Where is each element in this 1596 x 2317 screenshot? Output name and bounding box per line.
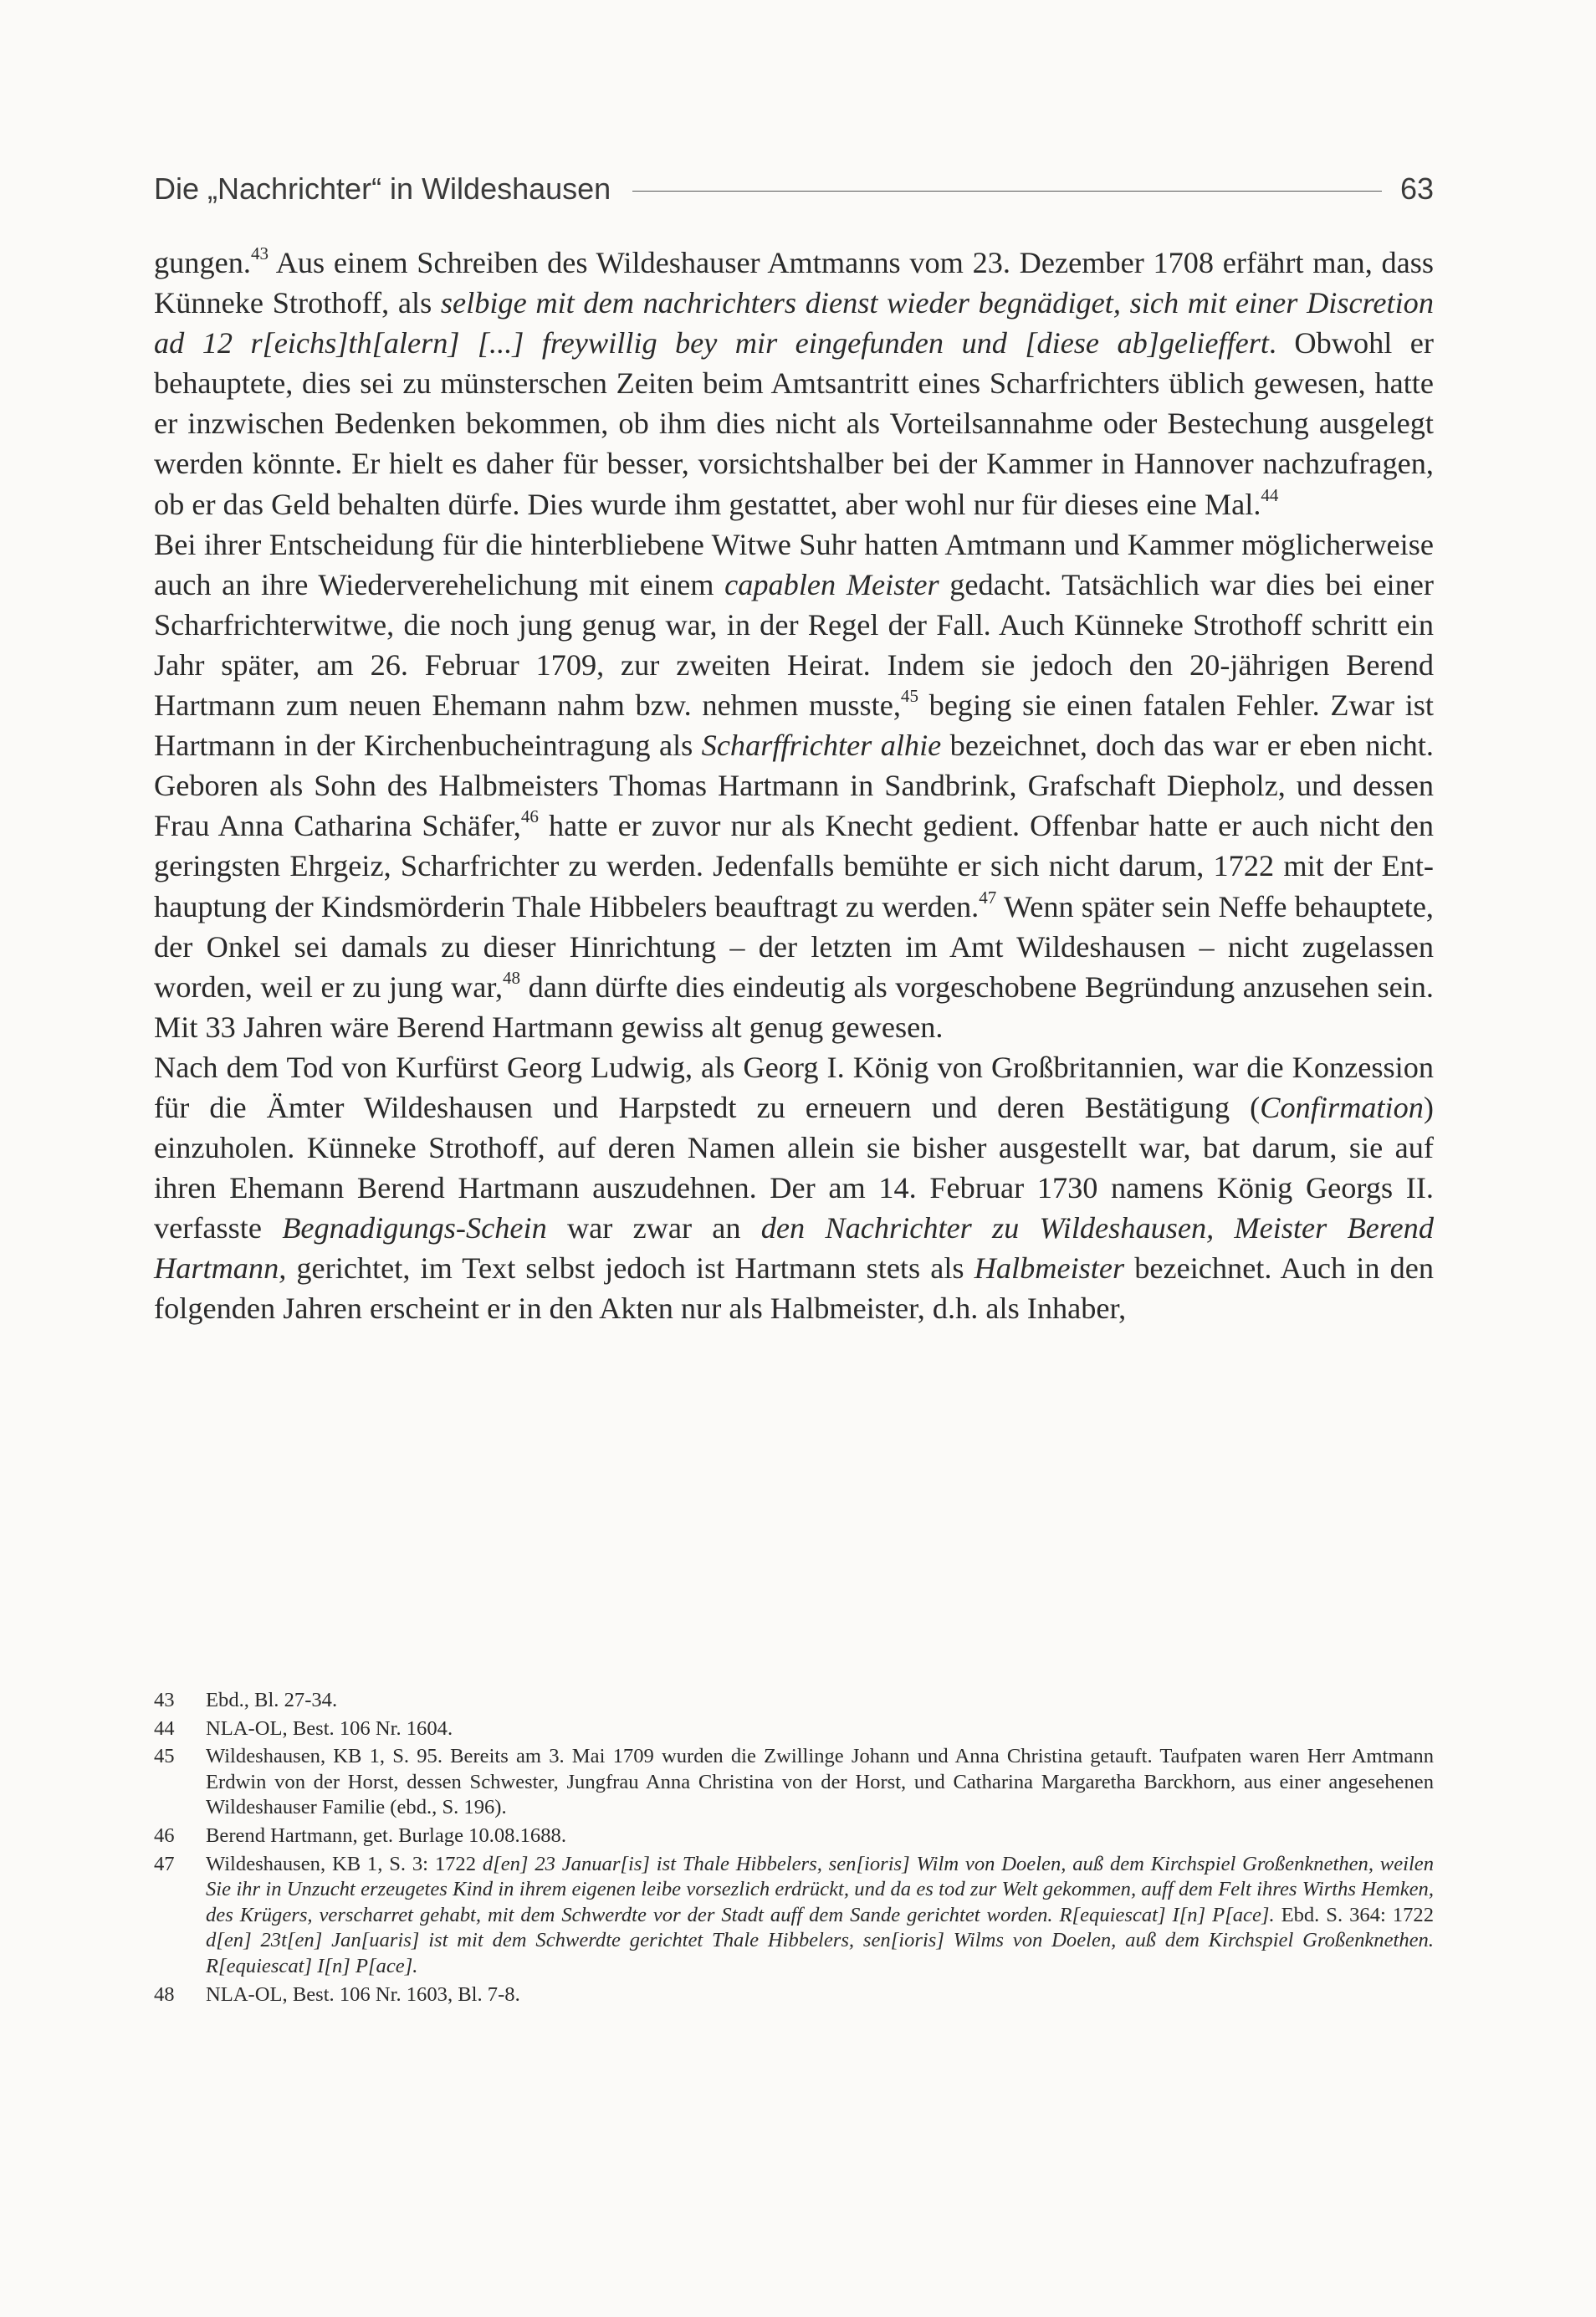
footnote-46 (154, 1823, 1434, 1849)
paragraph-3 (154, 1047, 1434, 1329)
footnote-number: 48 (154, 1982, 175, 2006)
footnote-ref-45: 45 (900, 686, 918, 707)
footnote-number: 43 (154, 1689, 175, 1711)
paragraph-2 (154, 524, 1434, 1047)
footnote-number: 46 (154, 1823, 175, 1847)
italic-quote: selbige mit dem nachrichters dienst wieder begnädiget, sich mit einer Discretion ad 12 r[eichs]th[alern] [...] freywillig bey mir eingefunden und [diese ab]gelieffert (154, 286, 1434, 361)
footnote-text: NLA-OL, Best. 106 Nr. 1603, Bl. 7-8. (206, 1982, 520, 2006)
text-run: ) einzuholen. Künneke Strothoff, auf deren Namen allein sie bisher ausgestellt war, bat darum, sie auf ihren Ehemann Berend Hartmann auszudehnen. Der am 14. Februar 1730 namens König Georgs II. verfasste (154, 1090, 1434, 1245)
text-run: . Obwohl er behauptete, dies sei zu münsterschen Zeiten beim Amtsantritt eines Scharfrichters üblich gewesen, hatte er inzwischen Bedenken bekommen, ob ihm dies nicht als Vorteilsannahme oder Bestechung ausgelegt werden könnte. Er hielt es daher für besser, vorsichtshalber bei der Kammer in Hannover nachzufragen, ob er das Geld behalten dürfe. Dies wurde ihm gestattet, aber wohl nur für dieses eine Mal. (154, 326, 1434, 521)
footnote-45 (154, 1744, 1434, 1821)
italic-quote: Begnadigungs-Schein (282, 1211, 547, 1245)
footnote-ref-46: 46 (520, 806, 539, 827)
footnote-text: Berend Hartmann, get. Burlage 10.08.1688. (206, 1823, 566, 1847)
text-run: Aus einem Schreiben des Wildeshauser Amtmanns vom 23. Dezember 1708 erfährt man, dass Künneke Strothoff, als (154, 246, 1434, 320)
header-rule (632, 191, 1382, 192)
text-run: Nach dem Tod von Kurfürst Georg Ludwig, als Georg I. König von Großbritannien, war die Konzession für die Ämter Wildeshausen und Harpstedt zu erneuern und deren Bestätigung ( (154, 1050, 1434, 1124)
footnote-text: Ebd., Bl. 27-34. (206, 1689, 338, 1711)
running-title: Die „Nachrichter“ in Wildeshausen (154, 171, 611, 206)
footnote-number: 45 (154, 1745, 175, 1768)
text-run: Wenn später sein Neffe behauptete, der Onkel sei damals zu dieser Hinrichtung – der letzten im Amt Wildeshausen – nicht zugelassen worden, weil er zu jung war, (154, 889, 1434, 1004)
footnote-43 (154, 1688, 1434, 1714)
footnote-text: NLA-OL, Best. 106 Nr. 1604. (206, 1716, 453, 1740)
italic-quote: d[en] 23t[en] Jan[uaris] ist mit dem Schwerdte gerichtet Thale Hibbelers, sen[ioris] Wilms von Doelen, auß dem Kirchspiel Großenknethen. R[equiescat] I[n] P[ace]. (206, 1929, 1434, 1977)
footnote-47 (154, 1852, 1434, 1980)
running-head (154, 171, 1434, 207)
italic-quote: Scharffrichter alhie (701, 729, 942, 763)
italic-quote: capablen Meister (724, 567, 939, 601)
text-run: gungen. (154, 246, 251, 279)
footnote-ref-48: 48 (503, 967, 521, 988)
italic-quote: den Nachrichter zu Wildeshausen, Meister Berend Hartmann, (154, 1211, 1434, 1286)
footnote-number: 44 (154, 1716, 175, 1740)
footnote-ref-47: 47 (979, 887, 997, 908)
text-run: war zwar an (546, 1211, 761, 1245)
text-run: gerichtet, im Text selbst jedoch ist Hartmann stets als (286, 1251, 974, 1286)
footnote-ref-44: 44 (1261, 484, 1279, 505)
text-run: bezeichnet, doch das war er eben nicht. Geboren als Sohn des Halbmeisters Thomas Hartmann in Sandbrink, Grafschaft Diepholz, und dessen Frau Anna Catharina Schäfer, (154, 729, 1434, 843)
text-run: Ebd. S. 364: 1722 (1274, 1903, 1434, 1926)
text-run: gedacht. Tatsächlich war dies bei einer Scharfrichterwitwe, die noch jung genug war, in der Regel der Fall. Auch Künneke Strothoff schritt ein Jahr später, am 26. Februar 1709, zur zweiten Heirat. Indem sie jedoch den 20-jährigen Berend Hartmann zum neuen Ehemann nahm bzw. nehmen musste, (154, 567, 1434, 723)
text-run: Bei ihrer Entscheidung für die hinterbliebene Witwe Suhr hatten Amtmann und Kammer möglicherweise auch an ihre Wiederverehelichung mit einem (154, 527, 1434, 601)
page-number: 63 (1399, 171, 1434, 206)
footnotes (154, 1688, 1434, 2010)
footnote-44 (154, 1716, 1434, 1742)
text-run: bezeichnet. Auch in den folgenden Jahren erscheint er in den Akten nur als Halbmeister, d.h. als Inhaber, (154, 1251, 1435, 1326)
footnote-number: 47 (154, 1852, 175, 1875)
text-run: dann dürfte dies eindeutig als vorgeschobene Begründung anzusehen sein. Mit 33 Jahren wäre Berend Hartmann gewiss alt genug gewesen. (154, 969, 1434, 1044)
italic-quote: Confirmation (1260, 1090, 1424, 1124)
main-text (154, 243, 1434, 1329)
footnote-text: Wildeshausen, KB 1, S. 95. Bereits am 3. Mai 1709 wurden die Zwillinge Johann und Anna Christina getauft. Taufpaten waren Herr Amtmann Erdwin von der Horst, dessen Schwester, Jungfrau Anna Christina von der Horst, und Catharina Margaretha Barckhorn, aus einer angesehenen Wildeshauser Familie (ebd., S. 196). (206, 1745, 1434, 1819)
italic-quote: Halbmeister (974, 1251, 1125, 1286)
paragraph-1 (154, 243, 1434, 524)
footnote-ref-43: 43 (250, 243, 269, 264)
italic-quote: d[en] 23 Januar[is] ist Thale Hibbelers, sen[ioris] Wilm von Doelen, auß dem Kirchspiel Großenknethen, weilen Sie ihr in Unzucht erzeugetes Kind in ihrem eigenen leibe vorsezlich erdrückt, und da es tod zur Welt gekommen, auff dem Felt ihres Wirths Hemken, des Krügers, verscharret gehabt, mit dem Schwerdte vor der Stadt auff dem Sande gerichtet worden. R[equiescat] I[n] P[ace]. (206, 1852, 1435, 1926)
text-run: hatte er zuvor nur als Knecht gedient. Offenbar hatte er auch nicht den geringsten Ehrgeiz, Scharfrichter zu werden. Jedenfalls bemühte er sich nicht darum, 1722 mit der Enthauptung der Kindsmörderin Thale Hibbelers beauftragt zu werden. (154, 809, 1434, 923)
text-run: Wildeshausen, KB 1, S. 3: 1722 (206, 1852, 483, 1875)
footnote-text (206, 1852, 1434, 1980)
text-run: beging sie einen fatalen Fehler. Zwar ist Hartmann in der Kirchenbucheintragung als (154, 688, 1435, 763)
footnote-48 (154, 1982, 1434, 2008)
